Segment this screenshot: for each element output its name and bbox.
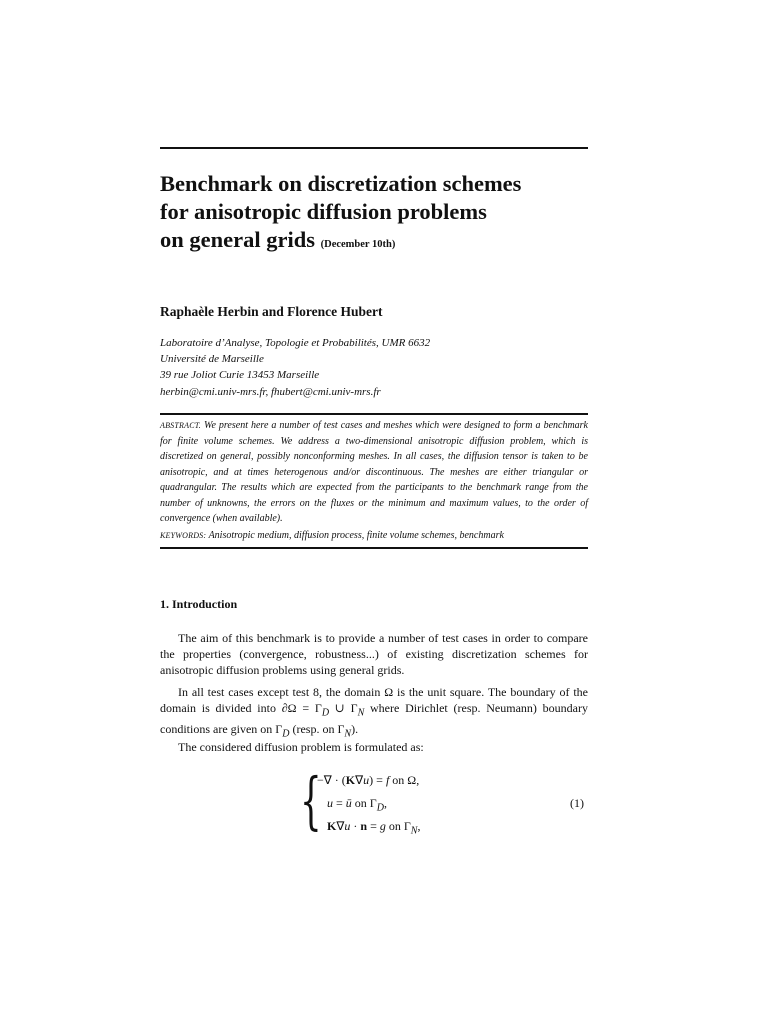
equation-line-2: u = ū on $\Gamma_D$, xyxy=(327,796,387,814)
equation-line-1: −∇ · (K∇u) = f on Ω, xyxy=(317,773,420,787)
para2-part-d: (resp. on Γ xyxy=(289,722,345,737)
para2-part-c: where Dirichlet (resp. Neumann) boundary conditions are given on Γ xyxy=(160,701,588,737)
affiliation-line-2: Université de Marseille xyxy=(160,353,264,365)
keywords-label: KEYWORDS: xyxy=(160,531,207,540)
keywords-text: Anisotropic medium, diffusion process, finite volume schemes, benchmark xyxy=(208,530,504,541)
para2-part-a: In all test cases except test 8, the domain Ω is the unit square. The boundary of the domain is divided into ∂Ω = Γ xyxy=(160,685,588,715)
affiliation-line-3: 39 rue Joliot Curie 13453 Marseille xyxy=(160,369,320,381)
para2-part-e: ). xyxy=(351,722,359,737)
top-rule xyxy=(160,147,588,149)
equation-number: (1) xyxy=(570,796,584,810)
intro-paragraph-1: The aim of this benchmark is to provide a number of test cases in order to compare the properties (convergence, robustness...) of existing discretization schemes for anisotropic diffusion problems using general grids. xyxy=(160,631,588,677)
affiliation xyxy=(160,335,588,383)
section-heading: 1. Introduction xyxy=(160,597,238,611)
affiliation-line-1: Laboratoire d’Analyse, Topologie et Probabilités, UMR 6632 xyxy=(160,337,431,349)
authors: Raphaèle Herbin and Florence Hubert xyxy=(160,304,383,319)
equation-line-3: K∇u · n = g on $\Gamma_N$, xyxy=(327,819,421,837)
title-date: (December 10th) xyxy=(320,239,396,250)
title-line-3-text: on general grids xyxy=(160,227,315,252)
para2-part-b: ∪ Γ xyxy=(329,701,358,715)
intro-paragraph-3: The considered diffusion problem is formulated as: xyxy=(178,740,424,754)
paper-title xyxy=(160,170,588,259)
abstract-rule-bottom xyxy=(160,547,588,549)
intro-paragraph-2: In all test cases except test 8, the domain Ω is the unit square. The boundary of the domain is divided into $\partial\Omega = \Gamma_D$ ∪ $\Gamma_N$ where Dirichlet (resp. Neumann) boundary conditions are given on $\Gamma_D$ (resp. on $\Gamma_N$). xyxy=(160,685,588,740)
keywords xyxy=(160,530,588,541)
title-line-1: Benchmark on discretization schemes xyxy=(160,171,522,196)
author-emails: herbin@cmi.univ-mrs.fr, fhubert@cmi.univ-mrs.fr xyxy=(160,386,381,398)
abstract-text: We present here a number of test cases and meshes which were designed to form a benchmark for finite volume schemes. We address a two-dimensional anisotropic diffusion problem, which is discretized on general, possibly nonconforming meshes. In all cases, the diffusion tensor is taken to be anisotropic, and at times heterogenous and/or discontinuous. The meshes are either triangular or quadrangular. The results which are expected from the participants to the benchmark range from the number of unknowns, the errors on the fluxes or the minimum and maximum values, to the order of convergence (when available). xyxy=(160,420,588,524)
title-line-3 xyxy=(160,226,588,259)
equation-brace: { xyxy=(300,764,322,837)
abstract-label: ABSTRACT. xyxy=(160,421,201,430)
title-line-2: for anisotropic diffusion problems xyxy=(160,199,487,224)
abstract xyxy=(160,418,588,527)
abstract-rule-top xyxy=(160,413,588,415)
